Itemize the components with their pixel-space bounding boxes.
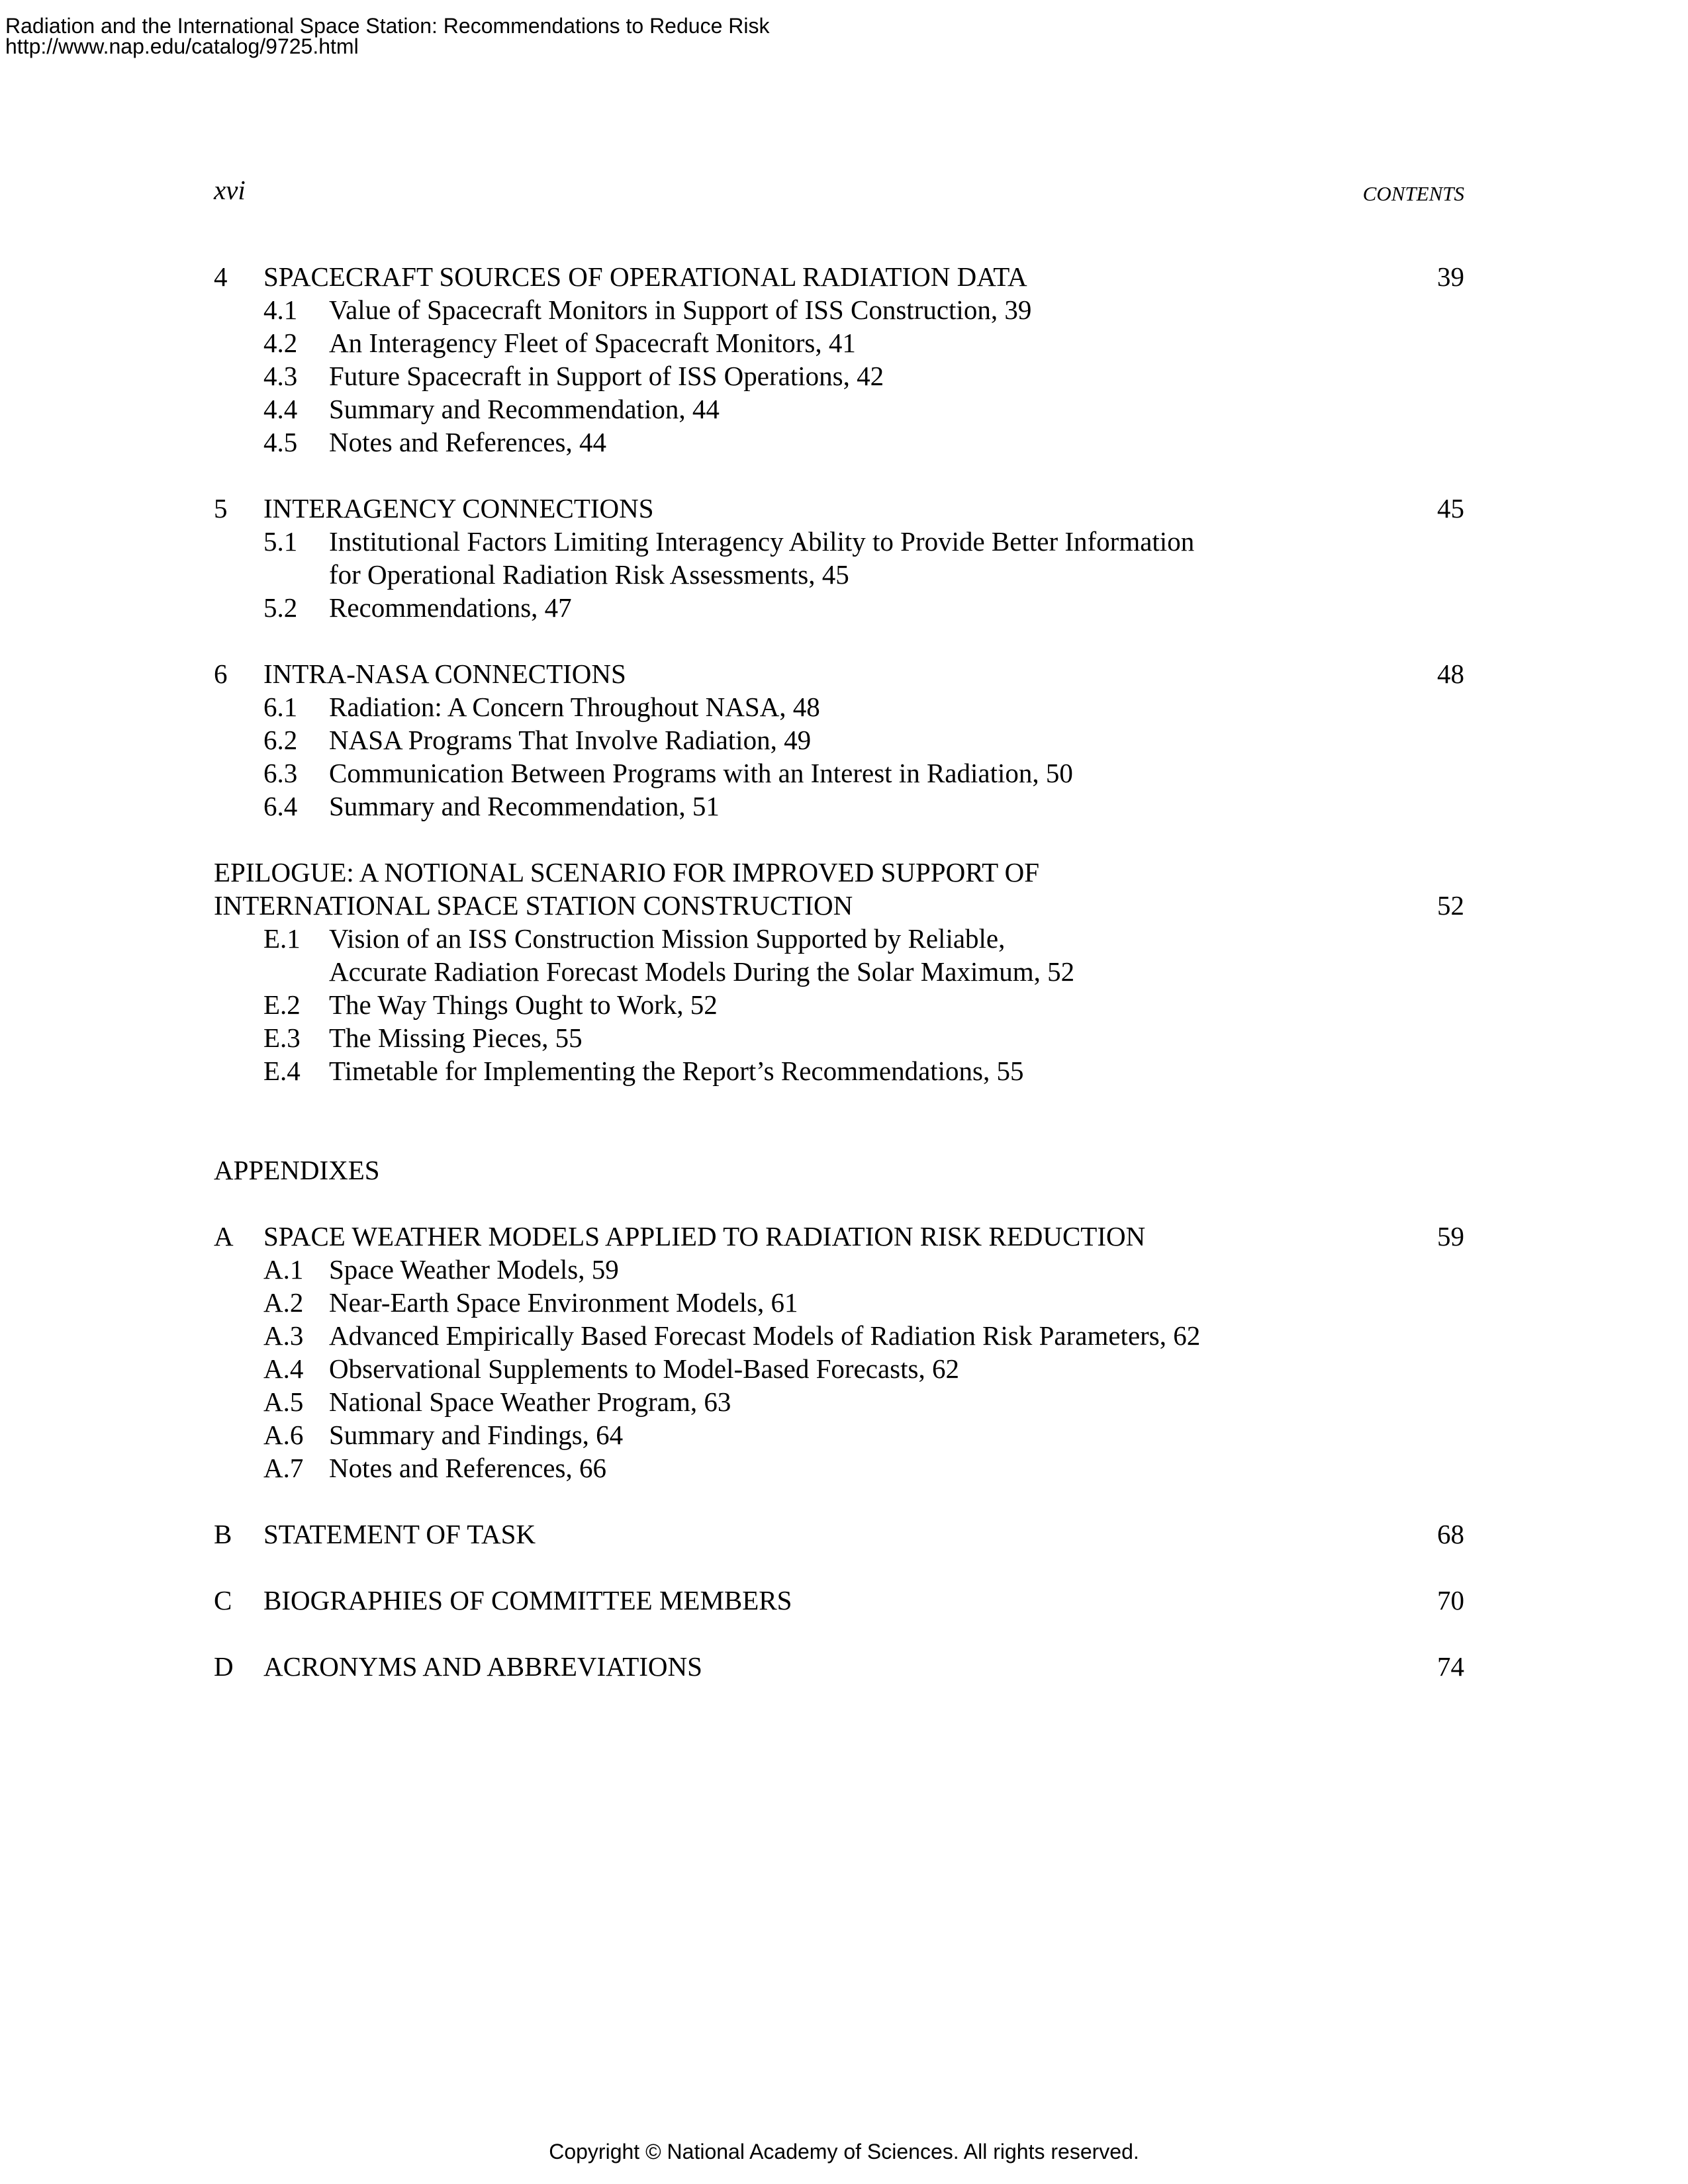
section-title: Space Weather Models, 59 bbox=[329, 1254, 619, 1285]
section-number: 5.2 bbox=[263, 592, 298, 623]
section-number: A.7 bbox=[263, 1453, 304, 1483]
section-number: 4.3 bbox=[263, 361, 298, 391]
section-number: 4.4 bbox=[263, 394, 298, 424]
section-title: Advanced Empirically Based Forecast Models of Radiation Risk Parameters, 62 bbox=[329, 1320, 1201, 1351]
toc-section-entry bbox=[0, 426, 1688, 459]
toc-section-entry bbox=[0, 1253, 1688, 1286]
toc-section-entry bbox=[0, 591, 1688, 624]
appendix-title: STATEMENT OF TASK bbox=[263, 1519, 536, 1549]
section-title: Notes and References, 66 bbox=[329, 1453, 606, 1483]
toc-section-entry bbox=[0, 326, 1688, 359]
appendix-page: 70 bbox=[1437, 1585, 1464, 1615]
toc-chapter-entry bbox=[0, 260, 1688, 293]
section-number: A.2 bbox=[263, 1287, 304, 1318]
section-number: E.4 bbox=[263, 1056, 301, 1086]
toc-section-entry bbox=[0, 359, 1688, 392]
section-number: 6.4 bbox=[263, 791, 298, 821]
toc-section-entry bbox=[0, 988, 1688, 1021]
section-title: Accurate Radiation Forecast Models During the Solar Maximum, 52 bbox=[329, 956, 1075, 987]
appendix-title: ACRONYMS AND ABBREVIATIONS bbox=[263, 1651, 702, 1682]
toc-epilogue-entry bbox=[0, 889, 1688, 922]
toc-section-entry bbox=[0, 922, 1688, 955]
toc-section-entry bbox=[0, 756, 1688, 790]
section-number: A.5 bbox=[263, 1387, 304, 1417]
toc-section-entry bbox=[0, 558, 1688, 591]
toc-section-entry bbox=[0, 790, 1688, 823]
toc-section-entry bbox=[0, 1385, 1688, 1418]
source-title: Radiation and the International Space Station: Recommendations to Reduce Risk bbox=[5, 14, 770, 38]
toc-chapter-entry bbox=[0, 492, 1688, 525]
section-title: Timetable for Implementing the Report’s Recommendations, 55 bbox=[329, 1056, 1024, 1086]
appendixes-heading-text: APPENDIXES bbox=[214, 1155, 380, 1185]
section-title: NASA Programs That Involve Radiation, 49 bbox=[329, 725, 812, 755]
section-title: Recommendations, 47 bbox=[329, 592, 572, 623]
section-number: A.3 bbox=[263, 1320, 304, 1351]
toc-section-entry bbox=[0, 525, 1688, 558]
toc-section-entry bbox=[0, 1021, 1688, 1054]
section-number: 6.3 bbox=[263, 758, 298, 788]
epilogue-page: 52 bbox=[1437, 890, 1464, 921]
chapter-title: SPACECRAFT SOURCES OF OPERATIONAL RADIATION DATA bbox=[263, 261, 1027, 292]
toc-chapter-entry bbox=[0, 657, 1688, 690]
toc-appendix-entry bbox=[0, 1584, 1688, 1617]
copyright-footer: Copyright © National Academy of Sciences. All rights reserved. bbox=[549, 2140, 1139, 2163]
chapter-number: 4 bbox=[214, 261, 228, 292]
chapter-page: 39 bbox=[1437, 261, 1464, 292]
section-number: 6.2 bbox=[263, 725, 298, 755]
section-title: The Way Things Ought to Work, 52 bbox=[329, 989, 718, 1020]
chapter-page: 45 bbox=[1437, 493, 1464, 523]
appendix-title: SPACE WEATHER MODELS APPLIED TO RADIATION RISK REDUCTION bbox=[263, 1221, 1146, 1251]
appendix-letter: A bbox=[214, 1221, 234, 1251]
section-title: Near-Earth Space Environment Models, 61 bbox=[329, 1287, 798, 1318]
toc-section-entry bbox=[0, 1451, 1688, 1484]
section-number: E.2 bbox=[263, 989, 301, 1020]
section-number: A.4 bbox=[263, 1353, 304, 1384]
section-title: Communication Between Programs with an Interest in Radiation, 50 bbox=[329, 758, 1073, 788]
appendix-title: BIOGRAPHIES OF COMMITTEE MEMBERS bbox=[263, 1585, 792, 1615]
section-number: A.1 bbox=[263, 1254, 304, 1285]
appendix-page: 59 bbox=[1437, 1221, 1464, 1251]
section-title: Summary and Recommendation, 44 bbox=[329, 394, 720, 424]
section-number: 4.2 bbox=[263, 328, 298, 358]
section-number: 4.1 bbox=[263, 295, 298, 325]
section-title: The Missing Pieces, 55 bbox=[329, 1023, 583, 1053]
section-number: A.6 bbox=[263, 1420, 304, 1450]
chapter-title: INTRA-NASA CONNECTIONS bbox=[263, 659, 626, 689]
section-number: 4.5 bbox=[263, 427, 298, 457]
chapter-number: 5 bbox=[214, 493, 228, 523]
toc-section-entry bbox=[0, 293, 1688, 326]
epilogue-title: INTERNATIONAL SPACE STATION CONSTRUCTION bbox=[214, 890, 853, 921]
toc-section-entry bbox=[0, 1319, 1688, 1352]
section-title: Institutional Factors Limiting Interagency Ability to Provide Better Information bbox=[329, 526, 1195, 557]
page-number: xvi bbox=[214, 175, 246, 205]
section-title: Future Spacecraft in Support of ISS Operations, 42 bbox=[329, 361, 884, 391]
source-url: http://www.nap.edu/catalog/9725.html bbox=[5, 34, 359, 58]
toc-section-entry bbox=[0, 1352, 1688, 1385]
section-title: for Operational Radiation Risk Assessments, 45 bbox=[329, 559, 849, 590]
toc-section-entry bbox=[0, 955, 1688, 988]
chapter-title: INTERAGENCY CONNECTIONS bbox=[263, 493, 654, 523]
toc-section-entry bbox=[0, 1418, 1688, 1451]
chapter-page: 48 bbox=[1437, 659, 1464, 689]
running-head-section: CONTENTS bbox=[1362, 182, 1464, 205]
section-title: Notes and References, 44 bbox=[329, 427, 606, 457]
section-number: 5.1 bbox=[263, 526, 298, 557]
toc-section-entry bbox=[0, 1054, 1688, 1087]
appendixes-heading bbox=[0, 1154, 1688, 1187]
toc-section-entry bbox=[0, 723, 1688, 756]
section-title: National Space Weather Program, 63 bbox=[329, 1387, 731, 1417]
epilogue-title: EPILOGUE: A NOTIONAL SCENARIO FOR IMPROVED SUPPORT OF bbox=[214, 857, 1040, 887]
section-title: Summary and Findings, 64 bbox=[329, 1420, 624, 1450]
section-number: E.3 bbox=[263, 1023, 301, 1053]
toc-section-entry bbox=[0, 1286, 1688, 1319]
toc-section-entry bbox=[0, 690, 1688, 723]
toc-epilogue-entry bbox=[0, 856, 1688, 889]
appendix-letter: B bbox=[214, 1519, 232, 1549]
section-title: Radiation: A Concern Throughout NASA, 48 bbox=[329, 692, 820, 722]
section-title: An Interagency Fleet of Spacecraft Monitors, 41 bbox=[329, 328, 856, 358]
toc-appendix-entry bbox=[0, 1650, 1688, 1683]
appendix-page: 74 bbox=[1437, 1651, 1464, 1682]
appendix-letter: D bbox=[214, 1651, 234, 1682]
section-title: Summary and Recommendation, 51 bbox=[329, 791, 720, 821]
section-title: Vision of an ISS Construction Mission Supported by Reliable, bbox=[329, 923, 1006, 954]
section-title: Value of Spacecraft Monitors in Support of ISS Construction, 39 bbox=[329, 295, 1032, 325]
chapter-number: 6 bbox=[214, 659, 228, 689]
section-title: Observational Supplements to Model-Based Forecasts, 62 bbox=[329, 1353, 959, 1384]
appendix-page: 68 bbox=[1437, 1519, 1464, 1549]
toc-appendix-entry bbox=[0, 1220, 1688, 1253]
toc-section-entry bbox=[0, 392, 1688, 426]
appendix-letter: C bbox=[214, 1585, 232, 1615]
section-number: E.1 bbox=[263, 923, 301, 954]
toc-appendix-entry bbox=[0, 1518, 1688, 1551]
section-number: 6.1 bbox=[263, 692, 298, 722]
